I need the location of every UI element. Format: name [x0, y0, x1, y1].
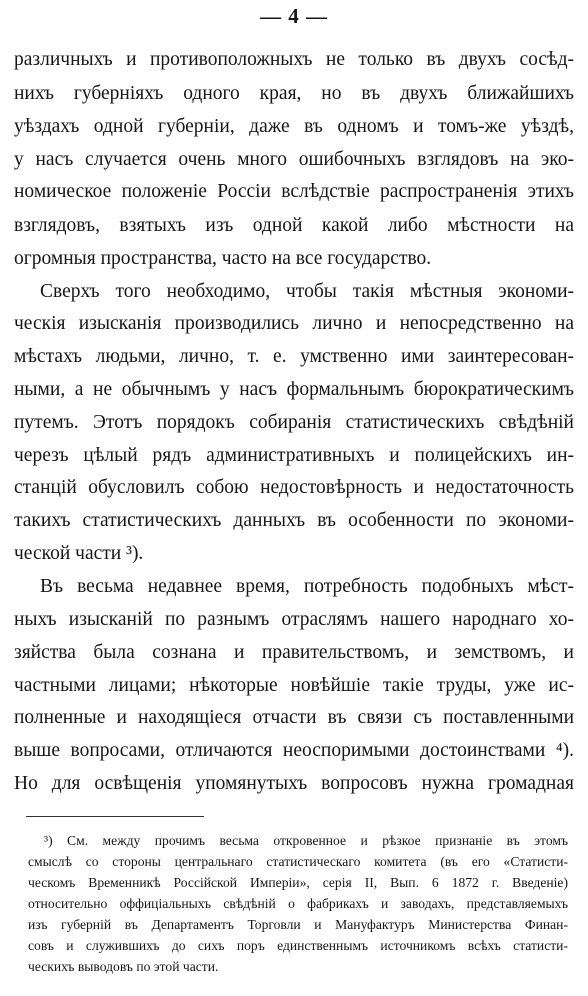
body-line: огромныя пространства, часто на все государство. [14, 248, 432, 269]
footnote-line: изъ губерній въ Департаментъ Торговли и Мануфактуръ Министерства Финан- [28, 917, 568, 932]
body-line: мѣстахъ людьми, лично, т. е. умственно ими заинтересован- [14, 346, 574, 367]
body-line: Но для освѣщенія упомянутыхъ вопросовъ нужна громадная [14, 773, 574, 794]
body-line: взглядовъ, взятыхъ изъ одной какой либо мѣстности на [14, 215, 574, 236]
body-line: такихъ статистическихъ данныхъ въ особенности по экономи- [14, 510, 574, 531]
footnote-line: относительно оффиціальныхъ свѣдѣній о фабрикахъ и заводахъ, представляемыхъ [28, 896, 568, 911]
footnote-line: ³) См. между прочимъ весьма откровенное и рѣзкое признаніе въ этомъ [44, 833, 568, 848]
body-line: путемъ. Этотъ порядокъ собиранія статистическихъ свѣдѣній [14, 412, 574, 433]
body-line: ныхъ изысканій по разнымъ отраслямъ нашего народнаго хо- [14, 609, 574, 630]
body-line: зяйства была сознана и правительствомъ, и земствомъ, и [14, 642, 574, 663]
body-line: различныхъ и противоположныхъ не только въ двухъ сосѣд- [14, 49, 574, 70]
footnote-rule [26, 816, 204, 817]
footnote-line: ческихъ выводовъ по этой части. [28, 959, 219, 974]
body-line: у насъ случается очень много ошибочныхъ взглядовъ на эко- [14, 149, 574, 170]
body-line: частными лицами; нѣкоторые новѣйшіе такіе труды, уже ис- [14, 675, 574, 696]
body-line: Въ весьма недавнее время, потребность подобныхъ мѣст- [40, 576, 574, 597]
body-line: ческія изысканія производились лично и непосредственно на [14, 313, 574, 334]
footnote-line: ческомъ Временникѣ Россійской Имперіи», серія II, Вып. 6 1872 г. Введеніе) [28, 875, 568, 890]
body-line: полненные и находящіеся отчасти въ связи съ поставленными [14, 707, 574, 728]
body-line: нихъ губерніяхъ одного края, но въ двухъ ближайшихъ [14, 83, 574, 104]
body-line: Сверхъ того необходимо, чтобы такія мѣстныя экономи- [40, 281, 574, 302]
body-line: уѣздахъ одной губерніи, даже въ одномъ и томъ-же уѣздѣ, [14, 116, 574, 137]
body-line: выше вопросами, отличаются неоспоримыми достоинствами ⁴). [14, 740, 574, 761]
body-line: номическое положеніе Россіи вслѣдствіе распространенія этихъ [14, 181, 574, 202]
body-line: ческой части ³). [14, 543, 144, 564]
footnote-line: совъ и служившихъ до сихъ поръ единственнымъ источникомъ всѣхъ статисти- [28, 938, 568, 953]
page-number: — 4 — [260, 4, 328, 28]
body-line: ными, а не обычнымъ у насъ формальнымъ бюрократическимъ [14, 379, 574, 400]
body-line: черезъ цѣлый рядъ административныхъ и полицейскихъ ин- [14, 445, 574, 466]
footnote-line: смыслѣ со стороны центральнаго статистическаго комитета (въ его «Статисти- [28, 854, 568, 869]
body-line: станцій обусловилъ собою недостовѣрность и недостаточность [14, 477, 574, 498]
